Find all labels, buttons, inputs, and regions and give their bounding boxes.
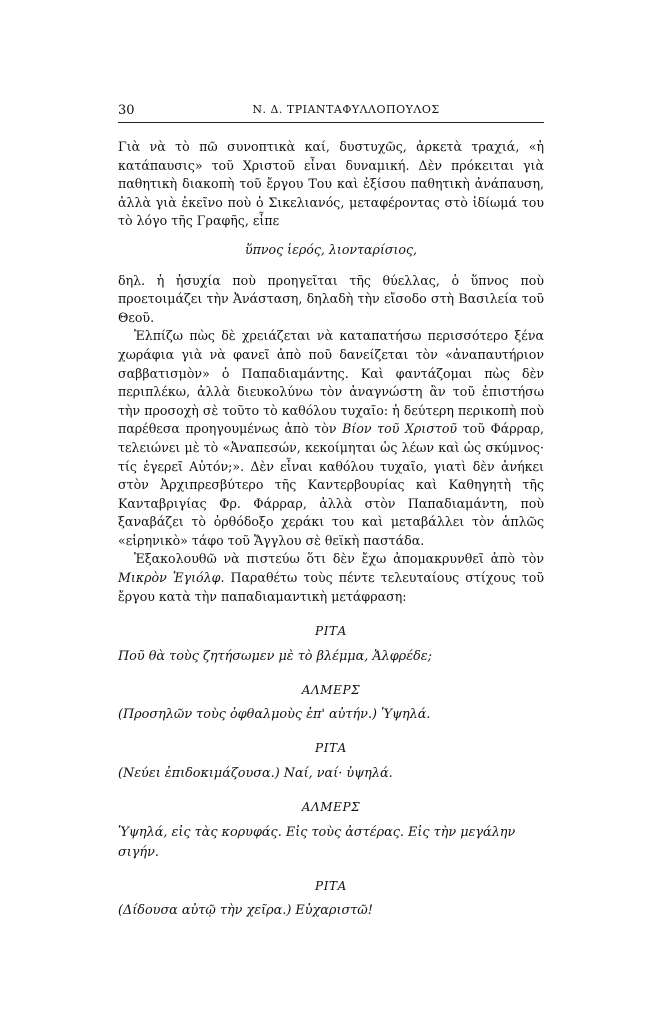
speech-line: (Προσηλῶν τοὺς ὀφθαλμοὺς ἐπ' αὐτήν.) Ὑψηλά. [118, 707, 431, 723]
header-rule [118, 122, 544, 123]
paragraph-3-text-a: Ἐλπίζω πὼς δὲ χρειάζεται νὰ καταπατήσω περισσότερο ξένα χωράφια γιὰ νὰ φανεῖ ἀπὸ ποῦ δανείζεται τὸν «ἀναπαυτήριον σαββατισμὸν» ὁ Παπαδιαμάντης. Καὶ φαντάζομαι πὼς δὲν περιπλέκω, ἀλλὰ διευκολύνω τὸν ἀναγνώστη ἂν τοῦ ἐπιστήσω τὴν προσοχὴ σὲ τοῦτο τὸ καθόλου τυχαῖο: ἡ δεύτερη περικοπὴ ποὺ παρέθεσα προηγουμένως ἀπὸ τὸν [118, 328, 544, 437]
paragraph-4-text-b: . Παραθέτω τοὺς πέντε τελευταίους στίχους τοῦ ἔργου κατὰ τὴν παπαδιαμαντικὴ μετάφραση: [118, 570, 545, 604]
body-text [118, 138, 544, 921]
play-title-eyolf: Μικρὸν Ἐγιόλφ [118, 570, 221, 586]
speech-line: (Δίδουσα αὐτῷ τὴν χεῖρα.) Εὐχαριστῶ! [118, 903, 373, 919]
running-head: Ν. Δ. ΤΡΙΑΝΤΑΦΥΛΛΟΠΟΥΛΟΣ [252, 103, 440, 116]
paragraph-4 [118, 550, 544, 606]
paragraph-1: Γιὰ νὰ τὸ πῶ συνοπτικὰ καί, δυστυχῶς, ἀρκετὰ τραχιά, «ἡ κατάπαυσις» τοῦ Χριστοῦ εἶναι δυναμική. Δὲν πρόκειται γιὰ παθητικὴ διακοπὴ τοῦ ἔργου Του καὶ ἐξίσου παθητικὴ ἀνάπαυση, ἀλλὰ γιὰ ἐκεῖνο ποὺ ὁ Σικελιανός, μεταφέροντας στὸ ἰδίωμά του τὸ λόγο τῆς Γραφῆς, εἶπε [118, 139, 544, 229]
book-page [118, 0, 544, 1024]
speaker-name: ΑΛΜΕΡΣ [301, 682, 361, 697]
speech-line: Ποῦ θὰ τοὺς ζητήσωμεν μὲ τὸ βλέμμα, Ἀλφρέδε; [118, 648, 432, 664]
speech-line: (Νεύει ἐπιδοκιμάζουσα.) Ναί, ναί· ὑψηλά. [118, 766, 393, 782]
page-number: 30 [118, 103, 135, 118]
paragraph-4-text-a: Ἐξακολουθῶ νὰ πιστεύω ὅτι δὲν ἔχω ἀπομακρυνθεῖ ἀπὸ τὸν [134, 551, 544, 567]
speech-line: Ὑψηλά, εἰς τὰς κορυφάς. Εἰς τοὺς ἀστέρας. Εἰς τὴν μεγάλην σιγήν. [118, 824, 516, 860]
speaker-name: ΡΙΤΑ [315, 741, 347, 756]
verse-quote: ὕπνος ἱερός, λιονταρίσιος, [244, 241, 418, 257]
book-title-bion: Βίον τοῦ Χριστοῦ [342, 421, 458, 437]
speaker-name: ΡΙΤΑ [315, 624, 347, 639]
play-excerpt [118, 622, 544, 921]
speaker-name: ΡΙΤΑ [315, 878, 347, 893]
paragraph-3-text-b: τοῦ Φάρραρ, τελειώνει μὲ τὸ «Ἀναπεσών, κεκοίμηται ὡς λέων καὶ ὡς σκύμνος· τίς ἐγερεῖ Αὐτόν;». Δὲν εἶναι καθόλου τυχαῖο, γιατὶ δὲν ἀνήκει στὸν Ἀρχιπρεσβύτερο τῆς Καντερβουρίας καὶ Καθηγητὴ τῆς Κανταβριγίας Φρ. Φάρραρ, ἀλλὰ στὸν Παπαδιαμάντη, ποὺ ξαναβάζει τὸ ὀρθόδοξο χεράκι του καὶ μεταβάλλει τὸν ἁπλῶς «εἰρηνικὸ» τάφο τοῦ Ἄγγλου σὲ θεϊκὴ παστάδα. [118, 421, 544, 548]
paragraph-3 [118, 327, 544, 550]
paragraph-2: δηλ. ἡ ἡσυχία ποὺ προηγεῖται τῆς θύελλας, ὁ ὕπνος ποὺ προετοιμάζει τὴν Ἀνάσταση, δηλαδὴ τὴν εἴσοδο στὴ Βασιλεία τοῦ Θεοῦ. [118, 272, 544, 325]
speaker-name: ΑΛΜΕΡΣ [301, 800, 361, 815]
page-header [118, 103, 544, 121]
